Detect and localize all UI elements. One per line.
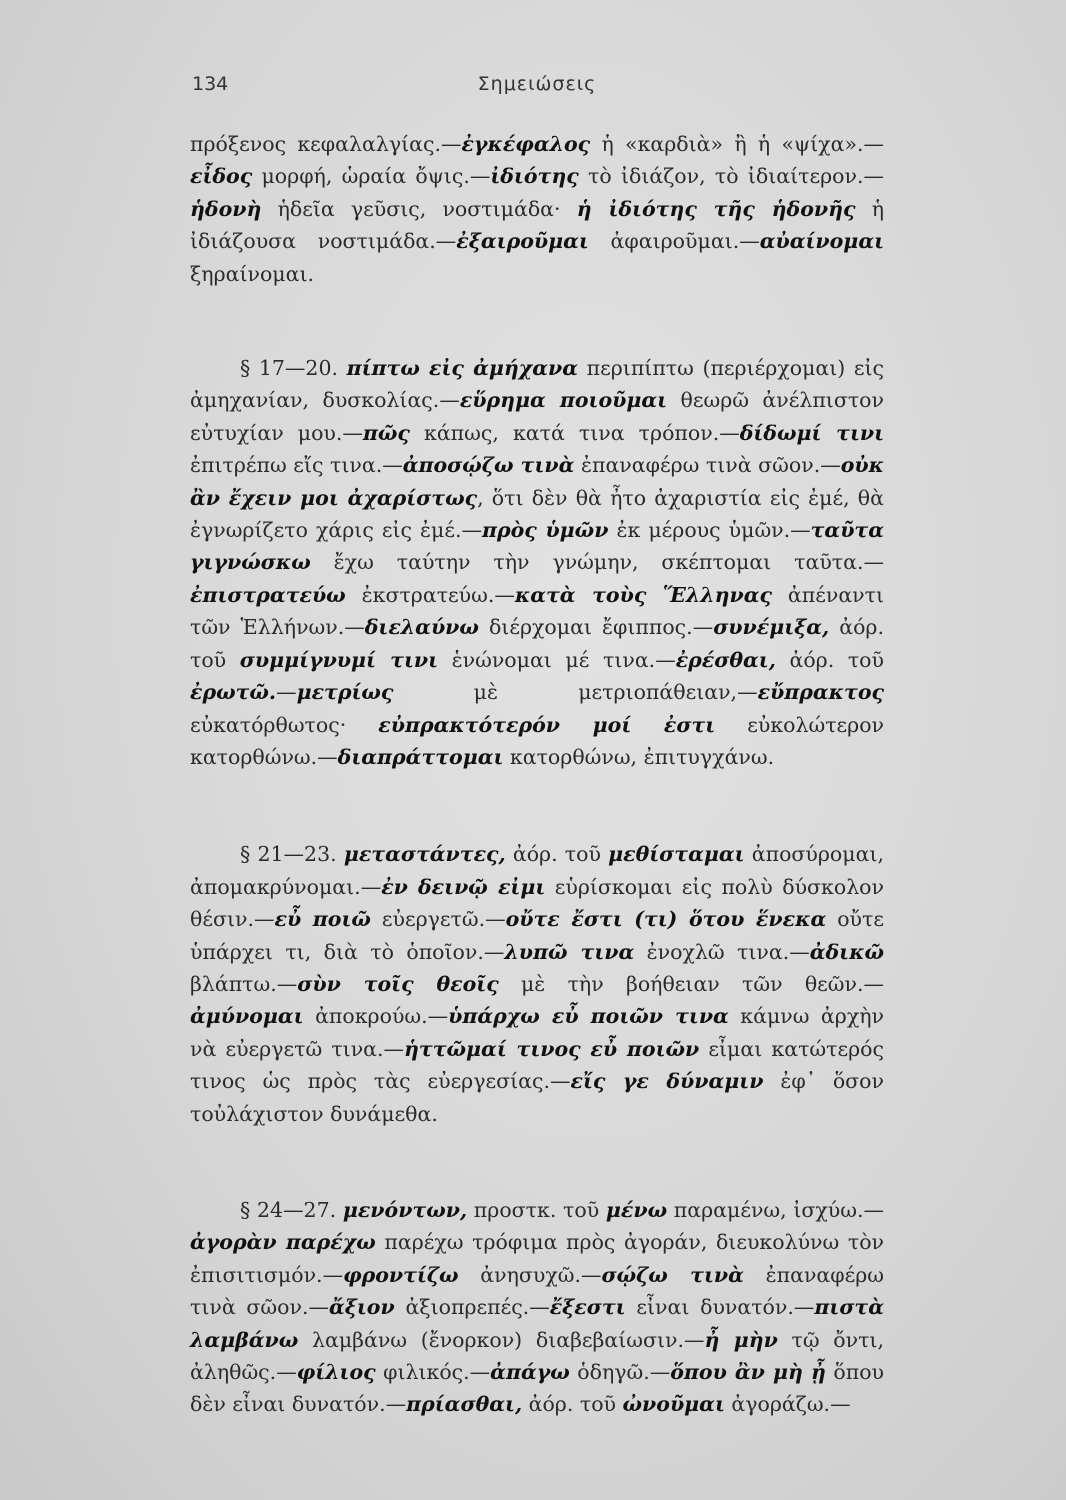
gloss-text: ἀόρ. τοῦ	[190, 615, 884, 672]
greek-term: φροντίζω	[343, 1262, 459, 1287]
dash-separator: —	[276, 971, 298, 996]
dash-separator: —	[494, 582, 515, 607]
greek-term: λυπῶ τινα	[504, 939, 635, 964]
greek-term: ἐγκέφαλος	[461, 132, 591, 156]
gloss-text: θεωρῶ ἀνέλπιστον εὐτυχίαν μου.	[190, 388, 884, 445]
dash-separator: —	[789, 939, 810, 964]
dash-separator: —	[655, 647, 676, 672]
greek-term: αὐαίνομαι	[759, 229, 885, 254]
dash-separator: —	[276, 680, 297, 705]
dash-separator: —	[276, 1360, 297, 1384]
greek-term: πρίασθαι,	[406, 1392, 523, 1417]
greek-term: σὺν τοῖς θεοῖς	[297, 971, 499, 996]
gloss-text: μὲ μετριοπάθειαν,	[393, 680, 738, 705]
dash-separator: —	[485, 907, 506, 932]
gloss-text: ἐκστρατεύω.	[345, 582, 495, 607]
dash-separator: —	[793, 1295, 815, 1320]
gloss-text: ἡδεῖα γεῦσις, νοστιμάδα·	[261, 196, 577, 221]
gloss-text: ἐφ᾿ ὅσον τοὐλάχιστον δυνάμεθα.	[190, 1069, 884, 1126]
gloss-text: κάπως, κατά τινα τρόπον.	[409, 420, 720, 445]
gloss-text: ἑνώνομαι μέ τινα.	[438, 647, 656, 672]
page-number: 134	[192, 73, 229, 95]
greek-term: φίλιος	[296, 1360, 376, 1384]
greek-term: ὑπάρχω εὖ ποιῶν τινα	[448, 1004, 729, 1029]
dash-separator: —	[863, 971, 884, 996]
greek-term: ὅπου ἂν μὴ ᾖ	[670, 1360, 826, 1384]
gloss-text: πρόξενος κεφαλαλγίας.	[190, 132, 441, 156]
greek-term: ὠνοῦμαι	[622, 1392, 725, 1417]
note-paragraph	[190, 838, 884, 1130]
greek-term: ἐρωτῶ.	[190, 680, 277, 705]
greek-term: εὕρημα ποιοῦμαι	[459, 388, 668, 413]
section-number: § 24—27.	[240, 1197, 343, 1222]
gloss-text: ἀπέναντι τῶν Ἑλλήνων.	[190, 582, 884, 640]
dash-separator: —	[863, 132, 884, 156]
dash-separator: —	[317, 744, 338, 769]
gloss-text: ἀποσύρομαι, ἀπομακρύνομαι.	[190, 842, 884, 899]
gloss-text: κάμνω ἀρχὴν νὰ εὐεργετῶ τινα.	[190, 1004, 884, 1061]
greek-term: ἐρέσθαι,	[675, 647, 776, 672]
dash-separator: —	[737, 680, 758, 705]
gloss-text: ἐκ μέρους ὑμῶν.	[608, 518, 791, 543]
greek-term: ἐξαιροῦμαι	[456, 229, 589, 254]
dash-separator: —	[322, 1262, 344, 1287]
greek-term: ἀπάγω	[490, 1360, 570, 1384]
gloss-text: φιλικός.	[375, 1360, 470, 1384]
greek-term: ἰδιότης	[490, 164, 579, 189]
greek-term: πίπτω εἰς ἀμήχανα	[346, 356, 579, 381]
greek-term: σῴζω τινὰ	[601, 1262, 744, 1287]
dash-separator: —	[863, 550, 884, 575]
gloss-text: εὐκολώτερον κατορθώνω.	[190, 712, 885, 769]
greek-term: μεταστάντες,	[343, 842, 506, 867]
greek-term: οὔτε ἔστι (τι) ὅτου ἕνεκα	[505, 907, 827, 932]
gloss-text: κατορθώνω, ἐπιτυγχάνω.	[503, 744, 775, 769]
gloss-text: ὅπου δὲν εἶναι δυνατόν.	[190, 1360, 885, 1417]
dash-separator: —	[549, 1069, 571, 1094]
greek-term: πιστὰ λαμβάνω	[190, 1295, 884, 1352]
notes-body	[190, 128, 884, 1421]
greek-term: εὖ ποιῶ	[274, 907, 371, 932]
gloss-text: οὔτε ὑπάρχει τι, διὰ τὸ ὁποῖον.	[190, 907, 884, 964]
dash-separator: —	[344, 615, 365, 640]
gloss-text: ἀόρ. τοῦ	[505, 842, 609, 867]
gloss-text: ἀγοράζω.	[724, 1392, 831, 1417]
gloss-text: ἐνοχλῶ τινα.	[634, 939, 790, 964]
greek-term: ἀμύνομαι	[190, 1004, 304, 1029]
page-header	[192, 73, 882, 103]
gloss-text: βλάπτω.	[190, 971, 277, 996]
greek-term: μεθίσταμαι	[608, 842, 745, 867]
greek-term: ἔξεστι	[549, 1295, 626, 1320]
greek-term: εὔπρακτος	[757, 680, 884, 705]
dash-separator: —	[469, 164, 491, 189]
gloss-text: εἶμαι κατώτερός τινος ὡς πρὸς τὰς εὐεργεσίας.	[190, 1036, 884, 1094]
greek-term: μετρίως	[296, 680, 394, 705]
dash-separator: —	[820, 453, 841, 478]
greek-term: πρὸς ὑμῶν	[482, 518, 609, 543]
gloss-text: ἐπαναφέρω τινὰ σῶον.	[190, 1262, 884, 1320]
gloss-text: ἡ «καρδιὰ» ἢ ἡ «ψίχα».	[590, 132, 864, 156]
greek-term: ἡδονὴ	[190, 196, 262, 221]
gloss-text: εὐκατόρθωτος·	[190, 712, 379, 737]
greek-term: μένω	[605, 1197, 668, 1222]
dash-separator: —	[830, 1392, 851, 1417]
gloss-text: λαμβάνω (ἔνορκον) διαβεβαίωσιν.	[298, 1327, 685, 1352]
gloss-text: ἐπαναφέρω τινὰ σῶον.	[574, 453, 821, 478]
greek-term: ἄξιον	[328, 1295, 395, 1320]
greek-term: ἡττῶμαί τινος εὖ ποιῶν	[404, 1036, 700, 1061]
gloss-text: μὲ τὴν βοήθειαν τῶν θεῶν.	[498, 971, 864, 996]
note-paragraph	[190, 352, 884, 773]
greek-term: διελαύνω	[364, 615, 479, 640]
greek-term: συνέμιξα,	[713, 615, 830, 640]
greek-term: ἦ μὴν	[704, 1327, 778, 1352]
dash-separator: —	[439, 388, 460, 413]
dash-separator: —	[719, 420, 740, 445]
greek-term: μενόντων,	[342, 1197, 468, 1222]
dash-separator: —	[790, 518, 811, 543]
dash-separator: —	[580, 1262, 602, 1287]
greek-term: συμμίγνυμί τινι	[239, 647, 439, 672]
dash-separator: —	[308, 1295, 329, 1320]
gloss-text: διέρχομαι ἔφιππος.	[478, 615, 693, 640]
gloss-text: προστκ. τοῦ	[467, 1197, 606, 1222]
gloss-text: ἀόρ. τοῦ	[522, 1392, 623, 1417]
gloss-text: τῷ ὄντι, ἀληθῶς.	[190, 1327, 884, 1384]
note-paragraph	[190, 128, 884, 290]
dash-separator: —	[382, 453, 403, 478]
gloss-text: παραμένω, ἰσχύω.	[667, 1197, 864, 1222]
greek-term: διαπράττομαι	[337, 744, 504, 769]
greek-term: εἴς γε δύναμιν	[570, 1069, 764, 1094]
dash-separator: —	[739, 229, 760, 254]
section-number: § 17—20.	[240, 356, 347, 381]
gloss-text: ἐπιτρέπω εἴς τινα.	[190, 453, 383, 478]
gloss-text: ἀόρ. τοῦ	[775, 647, 884, 672]
gloss-text: , ὅτι δὲν θὰ ἦτο ἀχαριστία εἰς ἐμέ, θὰ ἐγνωρίζετο χάρις εἰς ἐμέ.	[190, 485, 884, 543]
gloss-text: εὐεργετῶ.	[370, 907, 486, 932]
gloss-text: ξηραίνομαι.	[190, 261, 315, 286]
greek-term: εὐπρακτότερόν μοί ἐστι	[378, 712, 716, 737]
gloss-text: ἔχω ταύτην τὴν γνώμην, σκέπτομαι ταῦτα.	[310, 550, 864, 575]
section-number: § 21—23.	[240, 842, 344, 867]
dash-separator: —	[360, 874, 382, 899]
dash-separator: —	[483, 939, 505, 964]
gloss-text: ὁδηγῶ.	[569, 1360, 650, 1384]
gloss-text: παρέχω τρόφιμα πρὸς ἀγοράν, διευκολύνω τὸν ἐπισιτισμόν.	[190, 1230, 884, 1287]
dash-separator: —	[435, 229, 457, 254]
dash-separator: —	[863, 1197, 885, 1222]
gloss-text: εὑρίσκομαι εἰς πολὺ δύσκολον θέσιν.	[190, 874, 884, 932]
gloss-text: ἀξιοπρεπές.	[394, 1295, 530, 1320]
greek-term: ταῦτα γιγνώσκω	[190, 518, 885, 575]
greek-term: ἐπιστρατεύω	[190, 582, 346, 607]
greek-term: ἡ ἰδιότης τῆς ἡδονῆς	[576, 196, 856, 221]
gloss-text: ἀνησυχῶ.	[458, 1262, 581, 1287]
greek-term: πῶς	[362, 420, 410, 445]
dash-separator: —	[684, 1327, 705, 1352]
dash-separator: —	[461, 518, 482, 543]
gloss-text: ἀποκρούω.	[303, 1004, 428, 1029]
note-paragraph	[190, 1194, 884, 1421]
dash-separator: —	[253, 907, 275, 932]
gloss-text: περιπίπτω (περιέρχομαι) εἰς ἀμηχανίαν, δυσκολίας.	[190, 356, 884, 413]
dash-separator: —	[649, 1360, 671, 1384]
dash-separator: —	[427, 1004, 449, 1029]
gloss-text: ἀφαιροῦμαι.	[588, 229, 740, 254]
gloss-text: εἶναι δυνατόν.	[625, 1295, 794, 1320]
dash-separator: —	[692, 615, 714, 640]
dash-separator: —	[469, 1360, 491, 1384]
dash-separator: —	[383, 1036, 405, 1061]
greek-term: οὐκ ἂν ἔχειν μοι ἀχαρίστως	[190, 453, 884, 510]
running-title: Σημειώσεις	[477, 73, 597, 95]
dash-separator: —	[440, 132, 462, 156]
greek-term: κατὰ τοὺς Ἕλληνας	[514, 582, 772, 607]
greek-term: δίδωμί τινι	[739, 420, 885, 445]
greek-term: ἀποσῴζω τινὰ	[402, 453, 575, 478]
dash-separator: —	[385, 1392, 407, 1417]
gloss-text: μορφή, ὡραία ὄψις.	[252, 164, 470, 189]
dash-separator: —	[342, 420, 363, 445]
greek-term: ἀδικῶ	[809, 939, 884, 964]
gloss-text: τὸ ἰδιάζον, τὸ ἰδιαίτερον.	[578, 164, 864, 189]
dash-separator: —	[863, 164, 884, 189]
gloss-text: ἡ ἰδιάζουσα νοστιμάδα.	[190, 196, 884, 254]
greek-term: ἀγορὰν παρέχω	[190, 1230, 376, 1255]
greek-term: εἶδος	[190, 164, 253, 189]
dash-separator: —	[529, 1295, 550, 1320]
greek-term: ἐν δεινῷ εἰμι	[381, 874, 546, 899]
